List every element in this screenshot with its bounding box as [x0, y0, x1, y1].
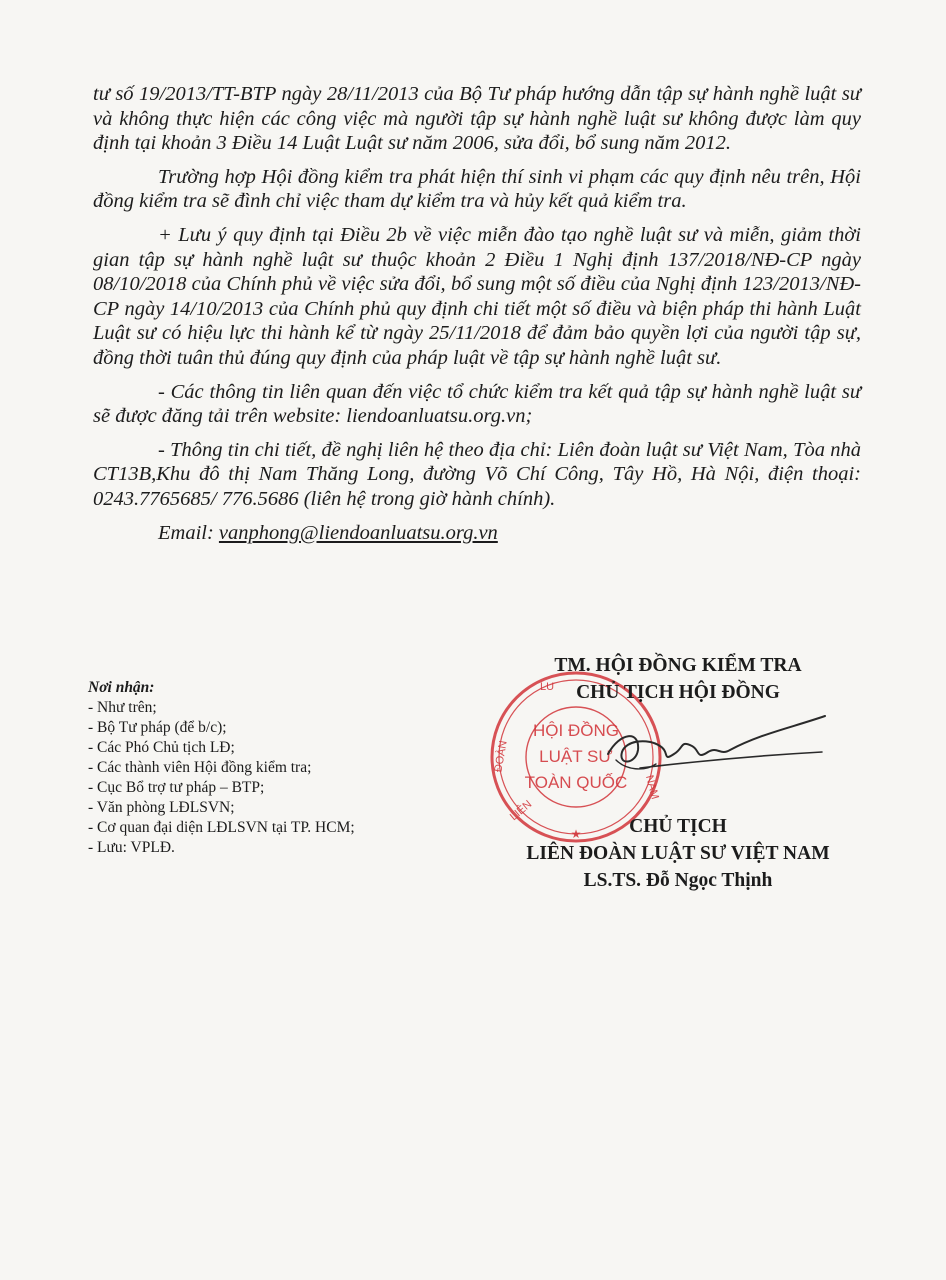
stamp-ring-right: NAM [642, 773, 661, 801]
recipient-item: - Các thành viên Hội đồng kiểm tra; [88, 759, 312, 776]
signature-title-line2: CHỦ TỊCH HỘI ĐỒNG [576, 682, 780, 703]
email-link[interactable]: vanphong@liendoanluatsu.org.vn [218, 521, 498, 544]
recipient-item: - Các Phó Chủ tịch LĐ; [88, 739, 235, 756]
signature-organization: LIÊN ĐOÀN LUẬT SƯ VIỆT NAM [526, 843, 830, 864]
paragraph-violation: Trường hợp Hội đồng kiểm tra phát hiện thí sinh vi phạm các quy định nêu trên, Hội đồng kiểm tra sẽ đình chỉ việc tham dự kiểm tra và hủy kết quả kiểm tra. [93, 165, 861, 213]
email-label: Email: [158, 521, 219, 544]
paragraph-regulation: tư số 19/2013/TT-BTP ngày 28/11/2013 của Bộ Tư pháp hướng dẫn tập sự hành nghề luật sư và không thực hiện các công việc mà người tập sự hành nghề luật sư không được làm quy định tại khoản 3 Điều 14 Luật Luật sư năm 2006, sửa đổi, bổ sung năm 2012. [93, 83, 861, 155]
recipient-item: - Văn phòng LĐLSVN; [88, 799, 235, 816]
stamp-ring-left: ĐOÀN [492, 739, 510, 774]
stamp-inner-line3: TOÀN QUỐC [524, 773, 628, 792]
recipients-heading: Nơi nhận: [88, 679, 155, 696]
recipient-item: - Lưu: VPLĐ. [88, 839, 175, 856]
signature-title-line1: TM. HỘI ĐỒNG KIỂM TRA [554, 655, 802, 676]
stamp-ring-top: LU [539, 681, 555, 693]
recipient-item: - Cục Bổ trợ tư pháp – BTP; [88, 779, 265, 796]
handwritten-signature [600, 712, 830, 782]
email-line [93, 521, 861, 546]
paragraph-note-article-2b: + Lưu ý quy định tại Điều 2b về việc miễn đào tạo nghề luật sư và miễn, giảm thời gian tập sự hành nghề luật sư thuộc khoản 2 Điều 1 Nghị định 137/2018/NĐ-CP ngày 08/10/2018 của Chính phủ về việc sửa đổi, bổ sung một số điều của Nghị định 123/2013/NĐ-CP ngày 14/10/2013 của Chính phủ quy định chi tiết một số điều và biện pháp thi hành Luật Luật sư có hiệu lực thi hành kể từ ngày 25/11/2018 để đảm bảo quyền lợi của người tập sự, đồng thời tuân thủ đúng quy định của pháp luật về tập sự hành nghề luật sư. [93, 223, 861, 369]
document-body [93, 82, 861, 545]
paragraph-website-info: - Các thông tin liên quan đến việc tổ chức kiểm tra kết quả tập sự hành nghề luật sư sẽ được đăng tải trên website: liendoanluatsu.org.vn; [93, 380, 861, 428]
signer-name: LS.TS. Đỗ Ngọc Thịnh [583, 870, 773, 891]
stamp-inner-line2: LUẬT SƯ [539, 747, 613, 766]
stamp-inner-line1: HỘI ĐỒNG [533, 721, 619, 740]
paragraph-contact-info: - Thông tin chi tiết, đề nghị liên hệ theo địa chỉ: Liên đoàn luật sư Việt Nam, Tòa nhà CT13B,Khu đô thị Nam Thăng Long, đường Võ Chí Công, Tây Hồ, Hà Nội, điện thoại: 0243.7765685/ 776.5686 (liên hệ trong giờ hành chính). [93, 438, 861, 510]
stamp-star: ★ [570, 827, 582, 841]
signature-position: CHỦ TỊCH [629, 816, 727, 837]
recipient-item: - Cơ quan đại diện LĐLSVN tại TP. HCM; [88, 819, 355, 836]
stamp-ring-bottom-left: LIÊN [507, 798, 535, 824]
recipient-item: - Bộ Tư pháp (để b/c); [88, 719, 227, 736]
recipients-block [88, 678, 448, 858]
recipient-item: - Như trên; [88, 699, 157, 716]
